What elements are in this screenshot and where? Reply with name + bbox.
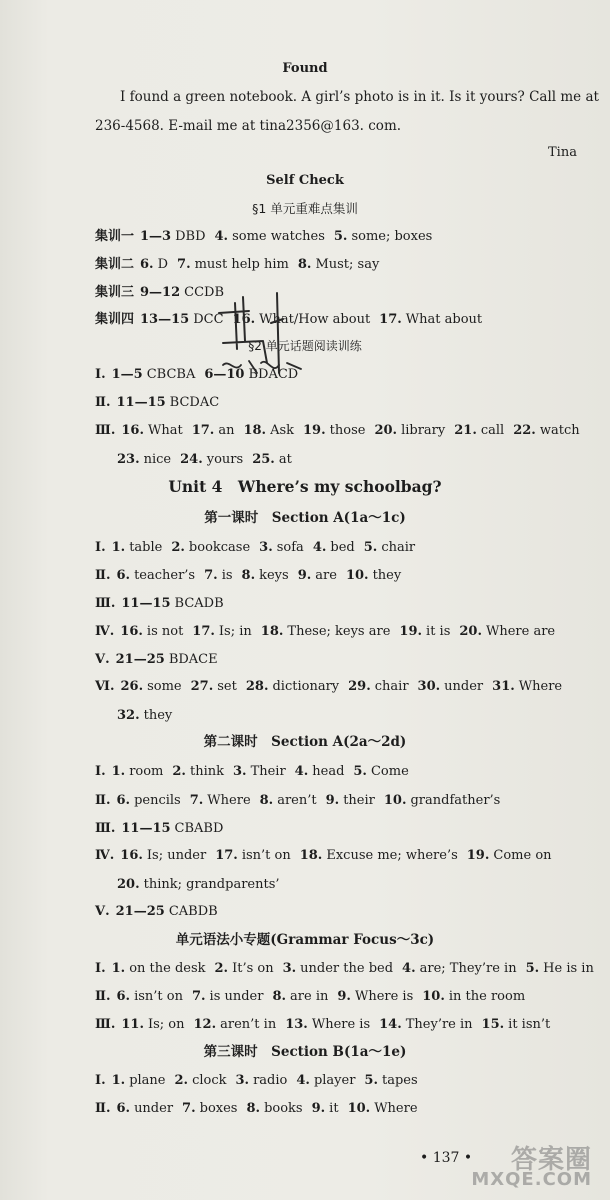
answer-row <box>95 960 603 978</box>
answer-row <box>95 792 509 810</box>
question-number: 5. <box>353 764 367 779</box>
question-number: 29. <box>348 679 371 694</box>
lesson2-title: 第二课时 Section A(2a～2d) <box>203 734 407 750</box>
question-number: 6—10 <box>204 367 245 382</box>
question-number: 6. <box>116 793 131 808</box>
question-number: 18. <box>260 624 284 639</box>
question-number: 10. <box>347 1101 371 1116</box>
answer-text: D <box>157 257 169 272</box>
row-label: 集训一 <box>95 229 135 244</box>
answer-text: grandfather’s <box>410 793 501 808</box>
answer-text: pencils <box>134 793 181 808</box>
answer-row <box>95 903 227 921</box>
page-number: • 137 • <box>420 1150 473 1166</box>
answer-row <box>95 847 561 865</box>
question-number: 6. <box>140 257 154 272</box>
answer-text: their <box>343 793 375 808</box>
section-heading-1: §1 单元重难点集训 <box>252 201 358 216</box>
row-label: 集训四 <box>95 312 135 327</box>
answer-row <box>95 651 227 669</box>
answer-text: Come <box>370 764 409 779</box>
question-number: 9. <box>337 989 351 1004</box>
question-number: 9—12 <box>140 285 181 300</box>
answer-text: bookcase <box>188 540 251 555</box>
row-label: Ⅰ. <box>95 540 106 555</box>
question-number: 17. <box>192 624 215 639</box>
question-number: 18. <box>299 848 323 863</box>
answer-text: Where are <box>486 624 556 639</box>
answer-text: aren’t in <box>220 1017 277 1032</box>
question-number: 30. <box>417 679 441 694</box>
question-number: 8. <box>272 989 287 1004</box>
row-label: Ⅲ. <box>95 821 116 836</box>
answer-text: is under <box>209 989 264 1004</box>
question-number: 25. <box>252 452 275 467</box>
answer-text: BCADB <box>174 596 224 611</box>
question-number: 11. <box>121 1017 144 1032</box>
answer-text: think <box>189 764 224 779</box>
answer-text: is <box>221 568 233 583</box>
question-number: 4. <box>402 961 416 976</box>
answer-text: dictionary <box>272 679 340 694</box>
question-number: 19. <box>399 624 423 639</box>
watermark-logo <box>472 1139 602 1194</box>
question-number: 20. <box>117 877 140 892</box>
answer-row <box>95 1100 427 1118</box>
question-number: 11—15 <box>121 596 171 611</box>
question-number: 6. <box>116 989 131 1004</box>
answer-text: Their <box>250 764 286 779</box>
answer-text: isn’t on <box>134 989 183 1004</box>
row-label: Ⅵ. <box>95 679 115 694</box>
answer-text: bed <box>330 540 355 555</box>
answer-text: Is; in <box>218 624 252 639</box>
answer-row <box>95 256 388 274</box>
answer-row <box>95 623 564 641</box>
watermark-en: MXQE.COM <box>471 1169 592 1190</box>
answer-text: they <box>143 708 173 723</box>
question-number: 1—3 <box>140 229 172 244</box>
question-number: 4. <box>312 540 327 555</box>
question-number: 24. <box>180 452 203 467</box>
answer-text: watch <box>539 423 580 438</box>
answer-text: tapes <box>382 1073 418 1088</box>
row-label: Ⅳ. <box>95 624 115 639</box>
answer-text: He is in <box>543 961 594 976</box>
question-number: 8. <box>259 793 274 808</box>
row-label: Ⅱ. <box>95 395 111 410</box>
answer-text: radio <box>253 1073 288 1088</box>
answer-text: under <box>134 1101 174 1116</box>
answer-row <box>95 820 232 838</box>
answer-row <box>117 876 289 894</box>
question-number: 7. <box>182 1101 196 1116</box>
question-number: 1. <box>111 540 126 555</box>
question-number: 3. <box>282 961 297 976</box>
answer-row <box>95 988 534 1006</box>
answer-text: boxes <box>199 1101 238 1116</box>
question-number: 14. <box>379 1017 402 1032</box>
answer-text: room <box>129 764 164 779</box>
question-number: 11—15 <box>116 395 166 410</box>
answer-text: What about <box>405 312 483 327</box>
lesson3-title: 第三课时 Section B(1a～1e) <box>203 1044 407 1060</box>
found-text-line1: I found a green notebook. A girl’s photo is in it. Is it yours? Call me at <box>120 89 599 105</box>
answer-text: What <box>147 423 183 438</box>
answer-text: Where <box>207 793 251 808</box>
question-number: 17. <box>379 312 402 327</box>
answer-text: DBD <box>175 229 206 244</box>
question-number: 17. <box>191 423 215 438</box>
answer-row <box>95 284 233 302</box>
question-number: 5. <box>333 229 348 244</box>
answer-text: books <box>264 1101 303 1116</box>
answer-text: Where <box>518 679 563 694</box>
question-number: 3. <box>259 540 273 555</box>
answer-row <box>117 707 181 725</box>
answer-text: are <box>315 568 337 583</box>
question-number: 3. <box>235 1073 250 1088</box>
answer-text: they <box>372 568 402 583</box>
answer-text: sofa <box>276 540 304 555</box>
row-label: Ⅴ. <box>95 904 110 919</box>
question-number: 6. <box>116 1101 131 1116</box>
question-number: 10. <box>345 568 369 583</box>
answer-text: teacher’s <box>134 568 196 583</box>
question-number: 5. <box>525 961 540 976</box>
answer-text: call <box>480 423 505 438</box>
question-number: 27. <box>190 679 214 694</box>
row-label: Ⅱ. <box>95 568 111 583</box>
answer-text: under the bed <box>300 961 394 976</box>
question-number: 17. <box>215 848 238 863</box>
question-number: 7. <box>177 257 191 272</box>
answer-text: some <box>147 679 182 694</box>
question-number: 11—15 <box>121 821 171 836</box>
answer-text: some; boxes <box>351 229 433 244</box>
question-number: 13. <box>285 1017 308 1032</box>
answer-row <box>117 451 301 469</box>
answer-row <box>95 422 589 440</box>
question-number: 2. <box>171 540 185 555</box>
answer-text: is not <box>146 624 184 639</box>
answer-text: Where is <box>354 989 414 1004</box>
row-label: Ⅴ. <box>95 652 110 667</box>
answer-text: it isn’t <box>508 1017 551 1032</box>
answer-text: BDACE <box>168 652 218 667</box>
answer-row <box>95 228 441 246</box>
answer-text: BCDAC <box>169 395 220 410</box>
question-number: 6. <box>116 568 131 583</box>
unit-title: Unit 4 Where’s my schoolbag? <box>168 477 442 496</box>
answer-text: These; keys are <box>287 624 391 639</box>
question-number: 4. <box>296 1073 310 1088</box>
answer-text: Come on <box>493 848 552 863</box>
answer-text: DCC <box>193 312 224 327</box>
answer-text: plane <box>129 1073 166 1088</box>
answer-row <box>95 311 491 329</box>
answer-text: under <box>444 679 484 694</box>
grammar-title: 单元语法小专题(Grammar Focus～3c) <box>175 932 435 948</box>
answer-row <box>95 763 418 781</box>
answer-text: some watches <box>232 229 325 244</box>
question-number: 1. <box>111 961 126 976</box>
answer-text: Ask <box>270 423 295 438</box>
self-check-title: Self Check <box>266 173 344 188</box>
question-number: 7. <box>189 793 204 808</box>
answer-text: CBCBA <box>146 367 196 382</box>
answer-text: chair <box>374 679 409 694</box>
answer-text: isn’t on <box>241 848 291 863</box>
answer-row <box>95 1072 427 1090</box>
answer-text: must help him <box>194 257 289 272</box>
row-label: Ⅲ. <box>95 596 116 611</box>
answer-text: are; They’re in <box>419 961 517 976</box>
answer-row <box>95 678 571 696</box>
question-number: 10. <box>383 793 407 808</box>
answer-text: are in <box>290 989 329 1004</box>
question-number: 21. <box>454 423 477 438</box>
answer-text: What/How about <box>259 312 371 327</box>
answer-text: yours <box>206 452 244 467</box>
question-number: 4. <box>294 764 309 779</box>
question-number: 9. <box>325 793 340 808</box>
question-number: 3. <box>232 764 247 779</box>
section-heading-2: §2 单元话题阅读训练 <box>248 339 362 353</box>
question-number: 32. <box>117 708 140 723</box>
question-number: 12. <box>193 1017 217 1032</box>
answer-row <box>95 366 307 384</box>
row-label: 集训三 <box>95 285 135 300</box>
answer-text: it is <box>426 624 451 639</box>
found-signature: Tina <box>548 145 577 160</box>
question-number: 5. <box>363 540 378 555</box>
row-label: Ⅲ. <box>95 423 116 438</box>
row-label: Ⅱ. <box>95 1101 111 1116</box>
question-number: 15. <box>481 1017 505 1032</box>
question-number: 5. <box>364 1073 378 1088</box>
row-label: Ⅰ. <box>95 764 106 779</box>
question-number: 18. <box>243 423 267 438</box>
row-label: Ⅲ. <box>95 1017 116 1032</box>
answer-text: Where <box>374 1101 418 1116</box>
question-number: 8. <box>297 257 312 272</box>
question-number: 8. <box>246 1101 261 1116</box>
answer-text: think; grandparents’ <box>143 877 280 892</box>
answer-text: in the room <box>448 989 526 1004</box>
answer-row <box>95 567 410 585</box>
answer-row <box>95 394 228 412</box>
question-number: 28. <box>245 679 269 694</box>
question-number: 20. <box>374 423 398 438</box>
answer-text: set <box>217 679 237 694</box>
question-number: 19. <box>303 423 326 438</box>
answer-text: an <box>218 423 235 438</box>
question-number: 13—15 <box>140 312 190 327</box>
answer-text: clock <box>192 1073 227 1088</box>
row-label: 集训二 <box>95 257 135 272</box>
answer-text: it <box>329 1101 339 1116</box>
question-number: 10. <box>422 989 445 1004</box>
question-number: 9. <box>311 1101 326 1116</box>
question-number: 1—5 <box>111 367 143 382</box>
answer-text: nice <box>143 452 172 467</box>
answer-text: They’re in <box>405 1017 473 1032</box>
question-number: 2. <box>214 961 229 976</box>
question-number: 9. <box>297 568 312 583</box>
answer-text: keys <box>259 568 289 583</box>
answer-text: Is; under <box>146 848 207 863</box>
answer-row <box>95 595 233 613</box>
question-number: 4. <box>214 229 229 244</box>
answer-text: BDACD <box>248 367 299 382</box>
lesson1-title: 第一课时 Section A(1a～1c) <box>204 510 406 526</box>
answer-text: CCDB <box>184 285 225 300</box>
question-number: 26. <box>120 679 144 694</box>
row-label: Ⅱ. <box>95 989 111 1004</box>
answer-text: table <box>129 540 163 555</box>
answer-text: CBABD <box>174 821 224 836</box>
question-number: 20. <box>459 624 482 639</box>
answer-text: player <box>313 1073 356 1088</box>
answer-text: It’s on <box>232 961 274 976</box>
question-number: 19. <box>466 848 490 863</box>
answer-text: at <box>278 452 292 467</box>
found-text-line2: 236-4568. E-mail me at tina2356@163. com. <box>95 118 402 134</box>
row-label: Ⅰ. <box>95 1073 106 1088</box>
question-number: 1. <box>111 1073 126 1088</box>
question-number: 7. <box>191 989 206 1004</box>
question-number: 23. <box>117 452 140 467</box>
answer-text: Must; say <box>315 257 380 272</box>
row-label: Ⅳ. <box>95 848 115 863</box>
answer-text: aren’t <box>277 793 317 808</box>
answer-text: library <box>401 423 446 438</box>
found-title: Found <box>282 61 328 76</box>
question-number: 16. <box>120 848 143 863</box>
answer-text: on the desk <box>129 961 206 976</box>
question-number: 16. <box>121 423 144 438</box>
question-number: 31. <box>492 679 515 694</box>
answer-text: Is; on <box>147 1017 185 1032</box>
answer-text: Excuse me; where’s <box>326 848 458 863</box>
question-number: 16. <box>232 312 256 327</box>
answer-text: chair <box>381 540 416 555</box>
row-label: Ⅰ. <box>95 367 106 382</box>
question-number: 1. <box>111 764 126 779</box>
answer-text: head <box>312 764 345 779</box>
answer-text: Where is <box>311 1017 371 1032</box>
question-number: 22. <box>513 423 536 438</box>
row-label: Ⅱ. <box>95 793 111 808</box>
question-number: 16. <box>120 624 143 639</box>
answer-text: CABDB <box>168 904 218 919</box>
answer-row <box>95 1016 559 1034</box>
question-number: 2. <box>172 764 186 779</box>
watermark-cn: 答案圈 <box>510 1145 592 1175</box>
answer-text: those <box>329 423 366 438</box>
answer-row <box>95 539 424 557</box>
question-number: 8. <box>241 568 256 583</box>
question-number: 7. <box>204 568 218 583</box>
row-label: Ⅰ. <box>95 961 106 976</box>
question-number: 2. <box>174 1073 189 1088</box>
question-number: 21—25 <box>115 904 165 919</box>
question-number: 21—25 <box>115 652 165 667</box>
